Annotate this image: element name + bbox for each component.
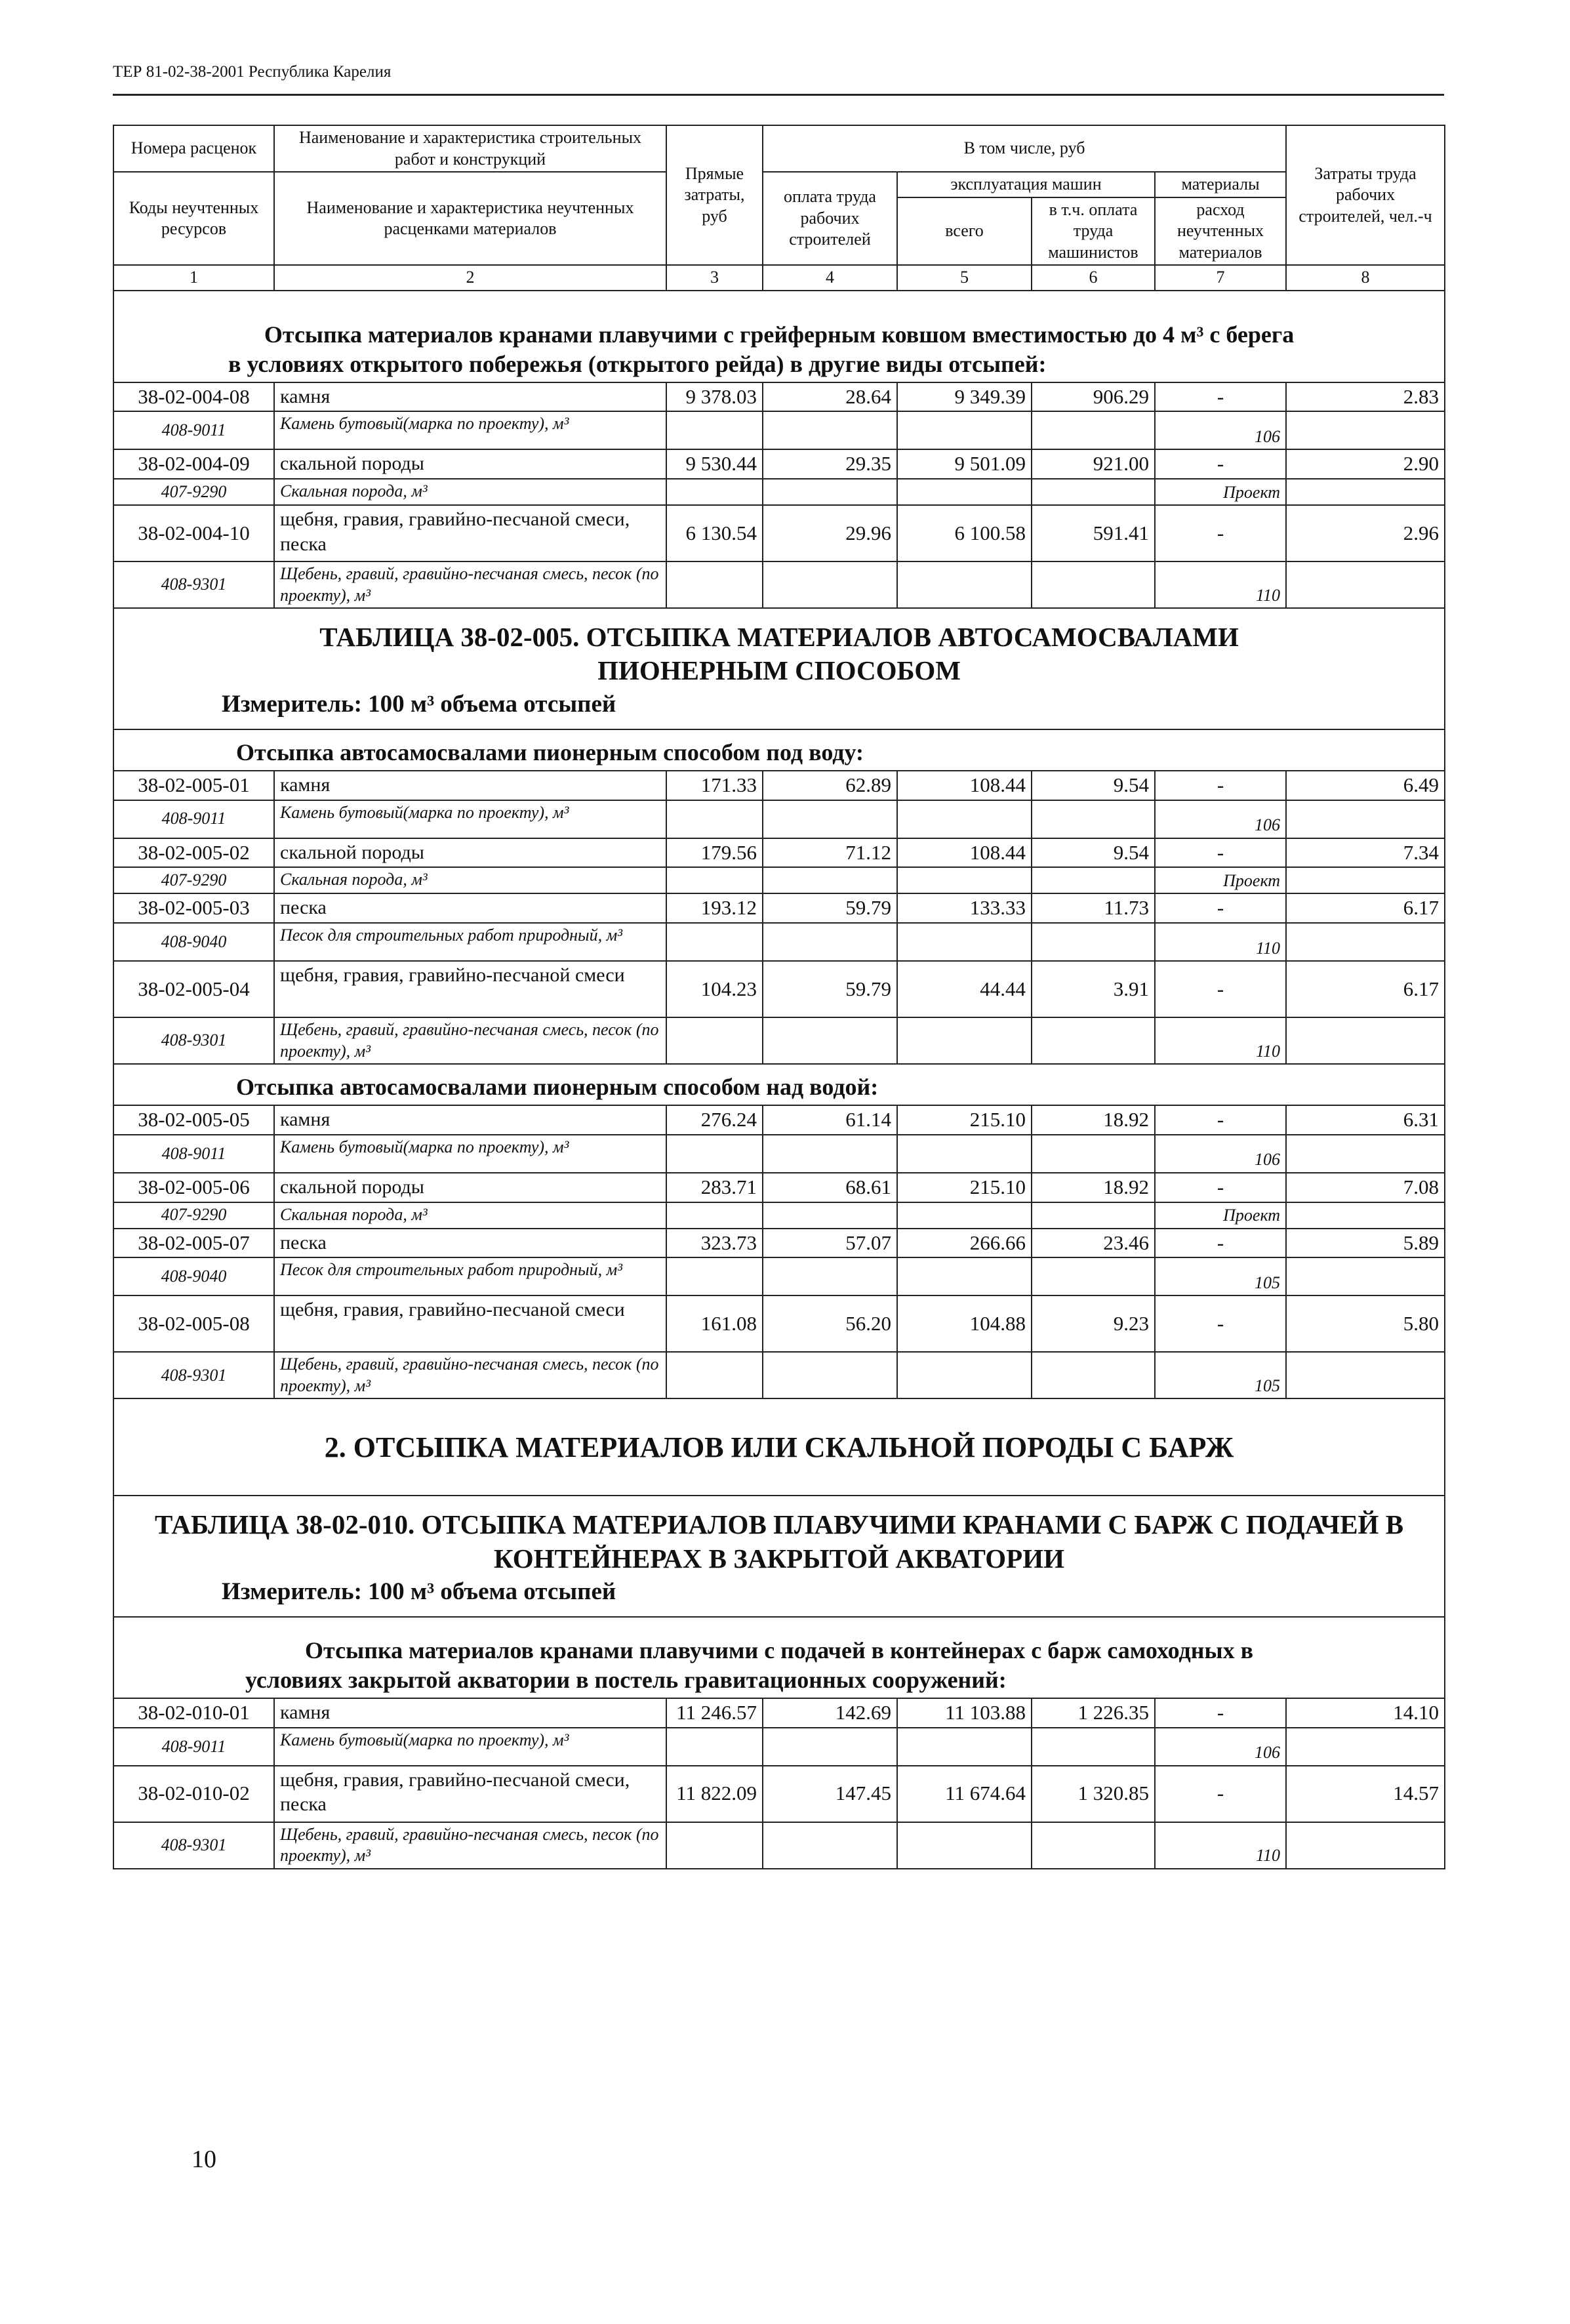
labor-pay: 59.79: [763, 961, 897, 1017]
resource-code: 408-9301: [113, 561, 274, 608]
col-incl-header: В том числе, руб: [763, 125, 1286, 172]
labor-pay: 29.35: [763, 449, 897, 479]
machinists-pay: 1 320.85: [1032, 1766, 1155, 1822]
table-row: [113, 449, 1445, 479]
rate-code: 38-02-005-08: [113, 1295, 274, 1352]
resource-row: [113, 411, 1445, 449]
table-meter: [125, 1576, 1434, 1612]
work-name: камня: [274, 771, 666, 800]
labor-cost: 2.90: [1286, 449, 1445, 479]
resource-row: [113, 479, 1445, 505]
materials: -: [1155, 893, 1286, 923]
labor-pay: 71.12: [763, 838, 897, 868]
resource-code: 408-9301: [113, 1352, 274, 1398]
machines-total: 215.10: [897, 1173, 1032, 1202]
machinists-pay: 23.46: [1032, 1229, 1155, 1258]
col-materials-unacc-header: расход неучтенных материалов: [1155, 197, 1286, 266]
col-number: 6: [1032, 265, 1155, 291]
direct-cost: 283.71: [666, 1173, 763, 1202]
machinists-pay: 18.92: [1032, 1173, 1155, 1202]
table-row: [113, 1698, 1445, 1728]
labor-cost: 2.96: [1286, 505, 1445, 561]
direct-cost: 9 530.44: [666, 449, 763, 479]
materials: -: [1155, 1295, 1286, 1352]
labor-cost: 14.57: [1286, 1766, 1445, 1822]
direct-cost: 104.23: [666, 961, 763, 1017]
table-row: [113, 1173, 1445, 1202]
resource-qty: 110: [1155, 561, 1286, 608]
labor-pay: 56.20: [763, 1295, 897, 1352]
col-number: 4: [763, 265, 897, 291]
resource-qty: 110: [1155, 923, 1286, 961]
meter-label: Измеритель:: [222, 690, 362, 718]
resource-qty: Проект: [1155, 479, 1286, 505]
rate-code: 38-02-005-07: [113, 1229, 274, 1258]
materials: -: [1155, 1173, 1286, 1202]
table-row: [113, 893, 1445, 923]
machines-total: 266.66: [897, 1229, 1032, 1258]
resource-code: 408-9011: [113, 800, 274, 838]
resource-qty: 106: [1155, 1728, 1286, 1766]
resource-row: [113, 1017, 1445, 1064]
machinists-pay: 1 226.35: [1032, 1698, 1155, 1728]
col-machines-header: эксплуатация машин: [897, 172, 1155, 197]
direct-cost: 276.24: [666, 1105, 763, 1135]
col-labor-cost-header: Затраты труда рабочих строителей, чел.-ч: [1286, 125, 1445, 265]
direct-cost: 179.56: [666, 838, 763, 868]
resource-name: Песок для строительных работ природный, м³: [274, 1257, 666, 1295]
resource-name: Щебень, гравий, гравийно-песчаная смесь, песок (по проекту), м³: [274, 561, 666, 608]
work-name: камня: [274, 1698, 666, 1728]
resource-code: 408-9301: [113, 1017, 274, 1064]
section-title: [113, 1617, 1445, 1698]
labor-cost: 2.83: [1286, 382, 1445, 412]
materials: -: [1155, 1766, 1286, 1822]
resource-row: [113, 1257, 1445, 1295]
labor-cost: 6.49: [1286, 771, 1445, 800]
resource-row: [113, 800, 1445, 838]
direct-cost: 6 130.54: [666, 505, 763, 561]
labor-pay: 62.89: [763, 771, 897, 800]
resource-qty: Проект: [1155, 1202, 1286, 1229]
col-materials-header: материалы: [1155, 172, 1286, 197]
resource-row: [113, 1202, 1445, 1229]
col-number: 3: [666, 265, 763, 291]
table-row: [113, 961, 1445, 1017]
rate-code: 38-02-005-02: [113, 838, 274, 868]
machinists-pay: 18.92: [1032, 1105, 1155, 1135]
machinists-pay: 906.29: [1032, 382, 1155, 412]
col-machines-total-header: всего: [897, 197, 1032, 266]
labor-cost: 6.31: [1286, 1105, 1445, 1135]
direct-cost: 11 246.57: [666, 1698, 763, 1728]
labor-cost: 7.34: [1286, 838, 1445, 868]
materials: -: [1155, 1229, 1286, 1258]
resource-code: 408-9301: [113, 1822, 274, 1869]
direct-cost: 161.08: [666, 1295, 763, 1352]
table-row: [113, 505, 1445, 561]
section-title: [113, 291, 1445, 382]
table-title: ТАБЛИЦА 38-02-010. ОТСЫПКА МАТЕРИАЛОВ ПЛАВУЧИМИ КРАНАМИ С БАРЖ С ПОДАЧЕЙ В КОНТЕЙНЕРАХ В ЗАКРЫТОЙ АКВАТОРИИ: [154, 1509, 1404, 1574]
resource-row: [113, 1135, 1445, 1173]
machinists-pay: 9.54: [1032, 838, 1155, 868]
machines-total: 108.44: [897, 838, 1032, 868]
labor-cost: 5.89: [1286, 1229, 1445, 1258]
resource-qty: 110: [1155, 1822, 1286, 1869]
resource-qty: 105: [1155, 1257, 1286, 1295]
table-row: [113, 1105, 1445, 1135]
machines-total: 11 674.64: [897, 1766, 1032, 1822]
machines-total: 44.44: [897, 961, 1032, 1017]
table-row: [113, 1295, 1445, 1352]
labor-pay: 59.79: [763, 893, 897, 923]
table-row: [113, 1766, 1445, 1822]
resource-qty: 105: [1155, 1352, 1286, 1398]
work-name: скальной породы: [274, 449, 666, 479]
labor-cost: 7.08: [1286, 1173, 1445, 1202]
resource-name: Камень бутовый(марка по проекту), м³: [274, 1728, 666, 1766]
resource-name: Камень бутовый(марка по проекту), м³: [274, 1135, 666, 1173]
resource-code: 407-9290: [113, 479, 274, 505]
work-name: щебня, гравия, гравийно-песчаной смеси: [274, 961, 666, 1017]
col-direct-header: Прямые затраты, руб: [666, 125, 763, 265]
direct-cost: 9 378.03: [666, 382, 763, 412]
resource-code: 408-9011: [113, 1135, 274, 1173]
rates-table: [113, 125, 1445, 1869]
col-number: 8: [1286, 265, 1445, 291]
col-code-header: Номера расценок: [113, 125, 274, 172]
materials: -: [1155, 961, 1286, 1017]
resource-code: 408-9040: [113, 1257, 274, 1295]
materials: -: [1155, 449, 1286, 479]
col-number: 7: [1155, 265, 1286, 291]
table-title-block: [113, 1496, 1445, 1617]
col-number: 2: [274, 265, 666, 291]
resource-name: Скальная порода, м³: [274, 479, 666, 505]
rate-code: 38-02-005-06: [113, 1173, 274, 1202]
col-res-name-header: Наименование и характеристика неучтенных расценками материалов: [274, 172, 666, 265]
resource-code: 408-9011: [113, 411, 274, 449]
machines-total: 11 103.88: [897, 1698, 1032, 1728]
resource-row: [113, 561, 1445, 608]
rate-code: 38-02-004-08: [113, 382, 274, 412]
table-row: [113, 838, 1445, 868]
table-row: [113, 1229, 1445, 1258]
section-title-line: Отсыпка материалов кранами плавучими с подачей в контейнерах с барж самоходных в: [305, 1637, 1254, 1663]
labor-pay: 142.69: [763, 1698, 897, 1728]
resource-name: Щебень, гравий, гравийно-песчаная смесь, песок (по проекту), м³: [274, 1352, 666, 1398]
resource-row: [113, 1352, 1445, 1398]
resource-name: Песок для строительных работ природный, м³: [274, 923, 666, 961]
materials: -: [1155, 771, 1286, 800]
table-row: [113, 771, 1445, 800]
work-name: щебня, гравия, гравийно-песчаной смеси, песка: [274, 505, 666, 561]
table-title-block: [113, 608, 1445, 729]
meter-label: Измеритель:: [222, 1578, 362, 1605]
work-name: камня: [274, 1105, 666, 1135]
materials: -: [1155, 1698, 1286, 1728]
section-title: Отсыпка автосамосвалами пионерным способом под воду:: [113, 729, 1445, 771]
machines-total: 133.33: [897, 893, 1032, 923]
resource-code: 407-9290: [113, 867, 274, 893]
machines-total: 6 100.58: [897, 505, 1032, 561]
labor-pay: 29.96: [763, 505, 897, 561]
section-title-line: Отсыпка материалов кранами плавучими с грейферным ковшом вместимостью до 4 м³ с берега: [264, 321, 1295, 348]
section-title-line: в условиях открытого побережья (открытого рейда) в другие виды отсыпей:: [228, 350, 1047, 377]
table-title: ТАБЛИЦА 38-02-005. ОТСЫПКА МАТЕРИАЛОВ АВТОСАМОСВАЛАМИ ПИОНЕРНЫМ СПОСОБОМ: [319, 622, 1239, 686]
rate-code: 38-02-004-09: [113, 449, 274, 479]
col-machinists-pay-header: в т.ч. оплата труда машинистов: [1032, 197, 1155, 266]
machines-total: 9 349.39: [897, 382, 1032, 412]
machinists-pay: 3.91: [1032, 961, 1155, 1017]
section-title: Отсыпка автосамосвалами пионерным способом над водой:: [113, 1064, 1445, 1105]
work-name: скальной породы: [274, 838, 666, 868]
resource-qty: Проект: [1155, 867, 1286, 893]
resource-qty: 106: [1155, 1135, 1286, 1173]
rate-code: 38-02-010-02: [113, 1766, 274, 1822]
machines-total: 9 501.09: [897, 449, 1032, 479]
rate-code: 38-02-010-01: [113, 1698, 274, 1728]
rate-code: 38-02-005-01: [113, 771, 274, 800]
materials: -: [1155, 838, 1286, 868]
resource-qty: 110: [1155, 1017, 1286, 1064]
labor-cost: 6.17: [1286, 893, 1445, 923]
machinists-pay: 9.23: [1032, 1295, 1155, 1352]
direct-cost: 193.12: [666, 893, 763, 923]
header-rule: [113, 94, 1444, 96]
resource-qty: 106: [1155, 800, 1286, 838]
direct-cost: 11 822.09: [666, 1766, 763, 1822]
page-number: 10: [191, 2146, 216, 2173]
resource-qty: 106: [1155, 411, 1286, 449]
machinists-pay: 9.54: [1032, 771, 1155, 800]
work-name: песка: [274, 1229, 666, 1258]
col-name-header: Наименование и характеристика строительных работ и конструкций: [274, 125, 666, 172]
col-number: 1: [113, 265, 274, 291]
direct-cost: 171.33: [666, 771, 763, 800]
resource-row: [113, 923, 1445, 961]
resource-code: 408-9011: [113, 1728, 274, 1766]
machines-total: 104.88: [897, 1295, 1032, 1352]
work-name: скальной породы: [274, 1173, 666, 1202]
work-name: щебня, гравия, гравийно-песчаной смеси, песка: [274, 1766, 666, 1822]
resource-name: Скальная порода, м³: [274, 1202, 666, 1229]
labor-cost: 14.10: [1286, 1698, 1445, 1728]
resource-name: Камень бутовый(марка по проекту), м³: [274, 411, 666, 449]
meter-value: 100 м³ объема отсыпей: [368, 690, 616, 718]
materials: -: [1155, 382, 1286, 412]
rate-code: 38-02-005-04: [113, 961, 274, 1017]
labor-cost: 6.17: [1286, 961, 1445, 1017]
rate-code: 38-02-005-03: [113, 893, 274, 923]
resource-name: Камень бутовый(марка по проекту), м³: [274, 800, 666, 838]
labor-pay: 147.45: [763, 1766, 897, 1822]
section-title-line: условиях закрытой акватории в постель гравитационных сооружений:: [245, 1667, 1007, 1693]
resource-row: [113, 1728, 1445, 1766]
materials: -: [1155, 505, 1286, 561]
machinists-pay: 11.73: [1032, 893, 1155, 923]
part-title: 2. ОТСЫПКА МАТЕРИАЛОВ ИЛИ СКАЛЬНОЙ ПОРОДЫ С БАРЖ: [113, 1398, 1445, 1496]
table-row: [113, 382, 1445, 412]
direct-cost: 323.73: [666, 1229, 763, 1258]
rate-code: 38-02-005-05: [113, 1105, 274, 1135]
work-name: камня: [274, 382, 666, 412]
resource-name: Щебень, гравий, гравийно-песчаная смесь, песок (по проекту), м³: [274, 1017, 666, 1064]
labor-pay: 28.64: [763, 382, 897, 412]
rate-code: 38-02-004-10: [113, 505, 274, 561]
labor-cost: 5.80: [1286, 1295, 1445, 1352]
labor-pay: 68.61: [763, 1173, 897, 1202]
resource-name: Скальная порода, м³: [274, 867, 666, 893]
labor-pay: 57.07: [763, 1229, 897, 1258]
meter-value: 100 м³ объема отсыпей: [368, 1578, 616, 1605]
col-res-code-header: Коды неучтенных ресурсов: [113, 172, 274, 265]
resource-row: [113, 867, 1445, 893]
machinists-pay: 921.00: [1032, 449, 1155, 479]
resource-code: 407-9290: [113, 1202, 274, 1229]
work-name: щебня, гравия, гравийно-песчаной смеси: [274, 1295, 666, 1352]
resource-name: Щебень, гравий, гравийно-песчаная смесь, песок (по проекту), м³: [274, 1822, 666, 1869]
col-number: 5: [897, 265, 1032, 291]
page-header: ТЕР 81-02-38-2001 Республика Карелия: [113, 63, 392, 81]
work-name: песка: [274, 893, 666, 923]
resource-code: 408-9040: [113, 923, 274, 961]
col-labor-pay-header: оплата труда рабочих строителей: [763, 172, 897, 265]
machines-total: 108.44: [897, 771, 1032, 800]
machines-total: 215.10: [897, 1105, 1032, 1135]
resource-row: [113, 1822, 1445, 1869]
table-meter: [125, 688, 1434, 725]
labor-pay: 61.14: [763, 1105, 897, 1135]
machinists-pay: 591.41: [1032, 505, 1155, 561]
materials: -: [1155, 1105, 1286, 1135]
